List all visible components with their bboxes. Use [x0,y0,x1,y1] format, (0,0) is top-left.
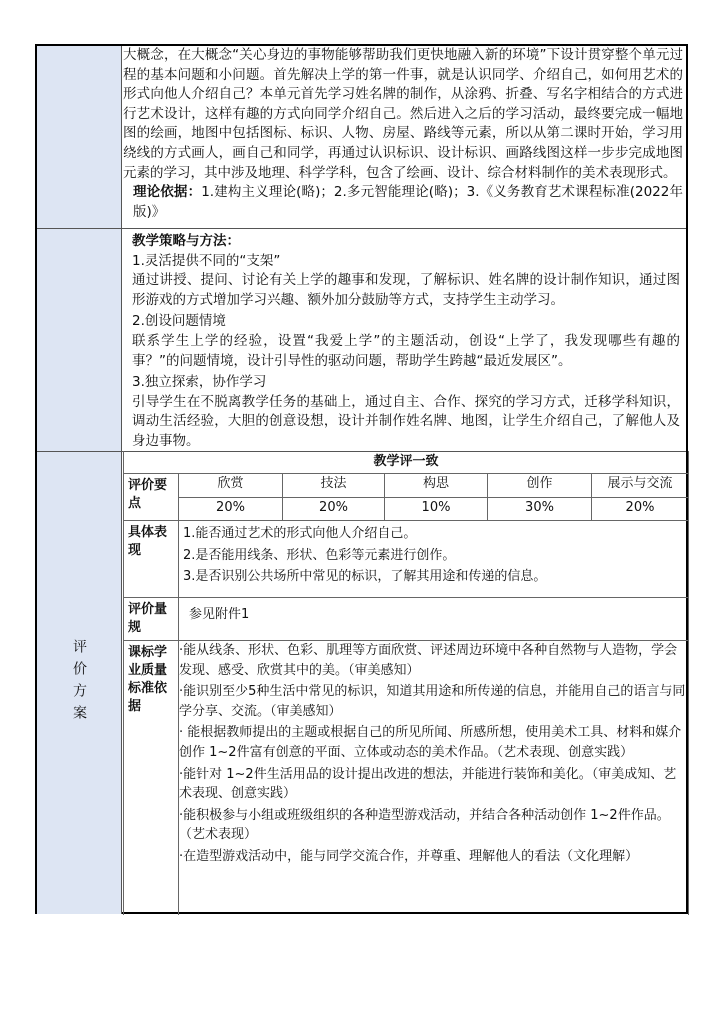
strategy-title: 教学策略与方法： [132,233,240,249]
evaluation-table [123,451,689,915]
standard-label: 课标学业质量标准依据 [124,641,179,916]
theory-label: 理论依据： [133,184,202,201]
dimension-name: 技法 [283,474,385,498]
scale-label: 评价量规 [124,598,179,641]
strategy-body-1: 通过讲授、提问、讨论有关上学的趣事和发现，了解标识、姓名牌的设计制作知识，通过图形游戏的方式增加学习兴趣、额外加分鼓励等方式，支持学生主动学习。 [132,272,680,308]
evaluation-header: 教学评一致 [124,451,689,474]
performance-item: 2.是否能用线条、形状、色彩等元素进行创作。 [183,547,456,563]
strategy-heading-1: 1.灵活提供不同的“支架” [132,252,281,269]
standard-item: ·能积极参与小组或班级组织的各种造型游戏活动，并结合各种活动创作 1~2件作品。（艺术表现） [179,807,670,843]
dimension-weight: 10% [385,497,488,521]
scale-text: 参见附件1 [179,598,689,641]
strategy-side-cell [37,229,122,451]
performance-row [124,521,689,598]
theory-basis [123,183,683,222]
standard-cell [179,641,689,916]
performance-cell [179,521,689,598]
weight-row [124,497,689,521]
standard-item: ·在造型游戏活动中，能与同学交流合作，并尊重、理解他人的看法（文化理解） [179,848,639,864]
strategy-heading-2: 2.创设问题情境 [132,313,226,330]
evaluation-side-cell [37,452,122,914]
evaluation-side-label: 评价方案 [71,639,87,727]
dimension-name: 欣赏 [179,474,283,498]
standard-item: ·能从线条、形状、色彩、肌理等方面欣赏、评述周边环境中各种自然物与人造物，学会发现、感受、欣赏其中的美。（审美感知） [179,643,678,678]
strategy-body-3: 引导学生在不脱离教学任务的基础上，通过自主、合作、探究的学习方式，迁移学科知识，调动生活经验，大胆的创意设想，设计并制作姓名牌、地图，让学生介绍自己，了解他人及身边事物。 [132,393,680,449]
intro-cell [123,46,686,228]
strategy-cell [123,229,686,451]
dimension-weight: 20% [283,497,385,521]
standard-item: ·能针对 1~2件生活用品的设计提出改进的想法，并能进行装饰和美化。（审美成知、艺术表现、创意实践） [179,766,677,802]
dimension-weight: 20% [179,497,283,521]
dimension-weight: 30% [488,497,592,521]
dimension-weight: 20% [592,497,689,521]
standard-item: · 能根据教师提出的主题或根据自己的所见所闻、所感所想，使用美术工具、材料和媒介创作 1~2件富有创意的平面、立体或动态的美术作品。（艺术表现、创意实践） [179,725,682,760]
strategy-heading-3: 3.独立探索，协作学习 [132,374,267,391]
dimension-row [124,474,689,498]
lesson-plan-table [35,44,688,914]
performance-label: 具体表现 [124,521,179,598]
dimension-name: 创作 [488,474,592,498]
strategy-body-2: 联系学生上学的经验，设置“我爱上学”的主题活动，创设“上学了，我发现哪些有趣的事？”的问题情境，设计引导性的驱动问题，帮助学生跨越“最近发展区”。 [132,332,680,369]
theory-text: 1.建构主义理论(略)；2.多元智能理论(略)；3.《义务教育艺术课程标准(2022年版)》 [133,184,683,220]
dimension-name: 构思 [385,474,488,498]
scale-row [124,598,689,641]
dimension-name: 展示与交流 [592,474,689,498]
standard-item: ·能识别至少5种生活中常见的标识，知道其用途和所传递的信息，并能用自己的语言与同学分享、交流。（审美感知） [179,684,686,719]
standard-row [124,641,689,916]
performance-item: 1.能否通过艺术的形式向他人介绍自己。 [183,526,417,541]
points-label: 评价要点 [124,474,179,521]
performance-item: 3.是否识别公共场所中常见的标识，了解其用途和传递的信息。 [183,569,547,584]
evaluation-header-row [124,451,689,474]
intro-paragraph: 大概念，在大概念“关心身边的事物能够帮助我们更快地融入新的环境”下设计贯穿整个单元过程的基本问题和小问题。首先解决上学的第一件事，就是认识同学、介绍自己，如何用艺术的形式向他人介绍自己？本单元首先学习姓名牌的制作，从涂鸦、折叠、写名字相结合的方式进行艺术设计，这样有趣的方式向同学介绍自己。然后进入之后的学习活动，最终要完成一幅地图的绘画，地图中包括图标、标识、人物、房屋、路线等元素，所以从第二课时开始，学习用绕线的方式画人，画自己和同学，再通过认识标识、设计标识、画路线图这样一步步完成地图元素的学习，其中涉及地理、科学学科，包含了绘画、设计、综合材料制作的美术表现形式。 [123,47,683,181]
intro-side-cell [37,46,122,228]
